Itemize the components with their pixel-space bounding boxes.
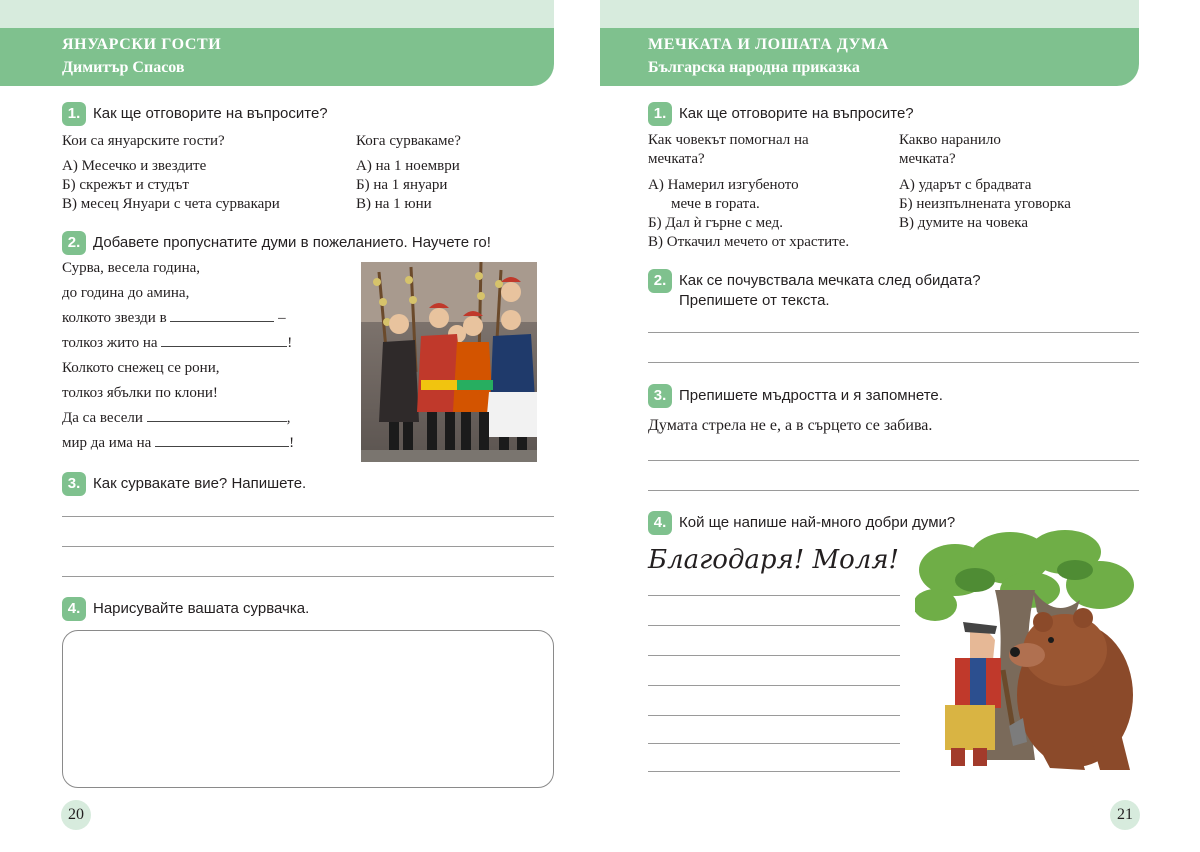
answer-option: В) думите на човека: [899, 215, 1029, 231]
writing-line[interactable]: [62, 546, 554, 547]
question: мечката?: [648, 151, 705, 167]
writing-line[interactable]: [648, 743, 900, 744]
writing-line[interactable]: [648, 715, 900, 716]
task-instruction: Как сурвакате вие? Напишете.: [93, 475, 307, 492]
answer-option: Б) Дал ѝ гърне с мед.: [648, 215, 783, 231]
poem-text: Да са весели: [62, 410, 143, 426]
poem-line: толкоз ябълки по клони!: [62, 385, 218, 401]
poem-line: Колкото снежец се рони,: [62, 360, 220, 376]
question: Кога сурвакаме?: [356, 133, 461, 149]
poem-text: !: [287, 335, 293, 351]
task-4: [648, 511, 955, 535]
page-number: 21: [1110, 800, 1140, 830]
fill-in-blank[interactable]: [161, 335, 287, 347]
task-number-badge: 4.: [648, 511, 672, 535]
task-number-badge: 4.: [62, 597, 86, 621]
poem-line: [62, 435, 294, 452]
poem-line: до година до амина,: [62, 285, 190, 301]
writing-line[interactable]: [648, 655, 900, 656]
lesson-title: ЯНУАРСКИ ГОСТИ: [62, 36, 222, 53]
poem-line: [62, 335, 292, 352]
writing-line[interactable]: [648, 625, 900, 626]
header-banner: [600, 28, 1139, 86]
task-1: [648, 102, 914, 126]
carolers-photo: [361, 262, 537, 462]
task-instruction: Кой ще напише най-много добри думи?: [679, 514, 956, 531]
drawing-box[interactable]: [62, 630, 554, 788]
task-number-badge: 3.: [648, 384, 672, 408]
poem-text: толкоз жито на: [62, 335, 158, 351]
poem-text: мир да има на: [62, 435, 152, 451]
task-instruction: [679, 269, 981, 311]
poem-text: –: [278, 310, 286, 326]
answer-option: В) Откачил мечето от храстите.: [648, 234, 850, 250]
question: мечката?: [899, 151, 956, 167]
task-instruction: Нарисувайте вашата сурвачка.: [93, 600, 310, 617]
task-number-badge: 1.: [648, 102, 672, 126]
task-number-badge: 2.: [62, 231, 86, 255]
page-number: 20: [61, 800, 91, 830]
fill-in-blank[interactable]: [170, 310, 274, 322]
task-number-badge: 3.: [62, 472, 86, 496]
poem-line: [62, 410, 290, 427]
writing-line[interactable]: [648, 332, 1139, 333]
answer-option: Б) скрежът и студът: [62, 177, 189, 193]
poem-line: [62, 310, 286, 327]
header-strip: [0, 0, 554, 28]
task-instruction: Как ще отговорите на въпросите?: [93, 105, 328, 122]
task-2: [648, 269, 981, 311]
left-page: [0, 0, 560, 852]
question: Какво наранило: [899, 132, 1001, 148]
writing-line[interactable]: [648, 685, 900, 686]
task-2: [62, 231, 491, 255]
fill-in-blank[interactable]: [155, 435, 289, 447]
answer-option: Б) на 1 януари: [356, 177, 448, 193]
writing-line[interactable]: [648, 460, 1139, 461]
writing-line[interactable]: [648, 771, 900, 772]
writing-line[interactable]: [648, 490, 1139, 491]
answer-option: А) Месечко и звездите: [62, 158, 207, 174]
answer-option: А) на 1 ноември: [356, 158, 460, 174]
lesson-subtitle: Българска народна приказка: [648, 59, 860, 76]
poem-line: Сурва, весела година,: [62, 260, 201, 276]
task-instruction-line: Как се почувствала мечката след обидата?: [679, 272, 981, 289]
writing-line[interactable]: [648, 362, 1139, 363]
writing-line[interactable]: [62, 516, 554, 517]
handwritten-sample: Благодаря! Моля!: [648, 545, 899, 575]
task-number-badge: 2.: [648, 269, 672, 293]
question: Как човекът помогнал на: [648, 132, 809, 148]
lesson-author: Димитър Спасов: [62, 59, 185, 76]
answer-option: Б) неизпълнената уговорка: [899, 196, 1071, 212]
poem-text: ,: [286, 410, 291, 426]
lesson-title: МЕЧКАТА И ЛОШАТА ДУМА: [648, 36, 889, 53]
poem-text: !: [289, 435, 295, 451]
answer-option: А) ударът с брадвата: [899, 177, 1032, 193]
bear-and-man-illustration: [915, 530, 1140, 775]
task-3: [648, 384, 943, 408]
task-1: [62, 102, 328, 126]
answer-option: мече в гората.: [671, 196, 760, 212]
task-instruction: Препишете мъдростта и я запомнете.: [679, 387, 943, 404]
header-banner: [0, 28, 554, 86]
answer-option: В) месец Януари с чета сурвакари: [62, 196, 280, 212]
question: Кои са януарските гости?: [62, 133, 225, 149]
answer-option: А) Намерил изгубеното: [648, 177, 799, 193]
writing-line[interactable]: [648, 595, 900, 596]
task-instruction-line: Препишете от текста.: [679, 292, 830, 309]
answer-option: В) на 1 юни: [356, 196, 432, 212]
task-instruction: Как ще отговорите на въпросите?: [679, 105, 914, 122]
task-4: [62, 597, 309, 621]
task-3: [62, 472, 306, 496]
header-strip: [600, 0, 1139, 28]
proverb-text: Думата стрела не е, а в сърцето се забива.: [648, 417, 933, 434]
fill-in-blank[interactable]: [147, 410, 287, 422]
poem-text: колкото звезди в: [62, 310, 167, 326]
task-number-badge: 1.: [62, 102, 86, 126]
writing-line[interactable]: [62, 576, 554, 577]
task-instruction: Добавете пропуснатите думи в пожеланието. Научете го!: [93, 234, 491, 251]
